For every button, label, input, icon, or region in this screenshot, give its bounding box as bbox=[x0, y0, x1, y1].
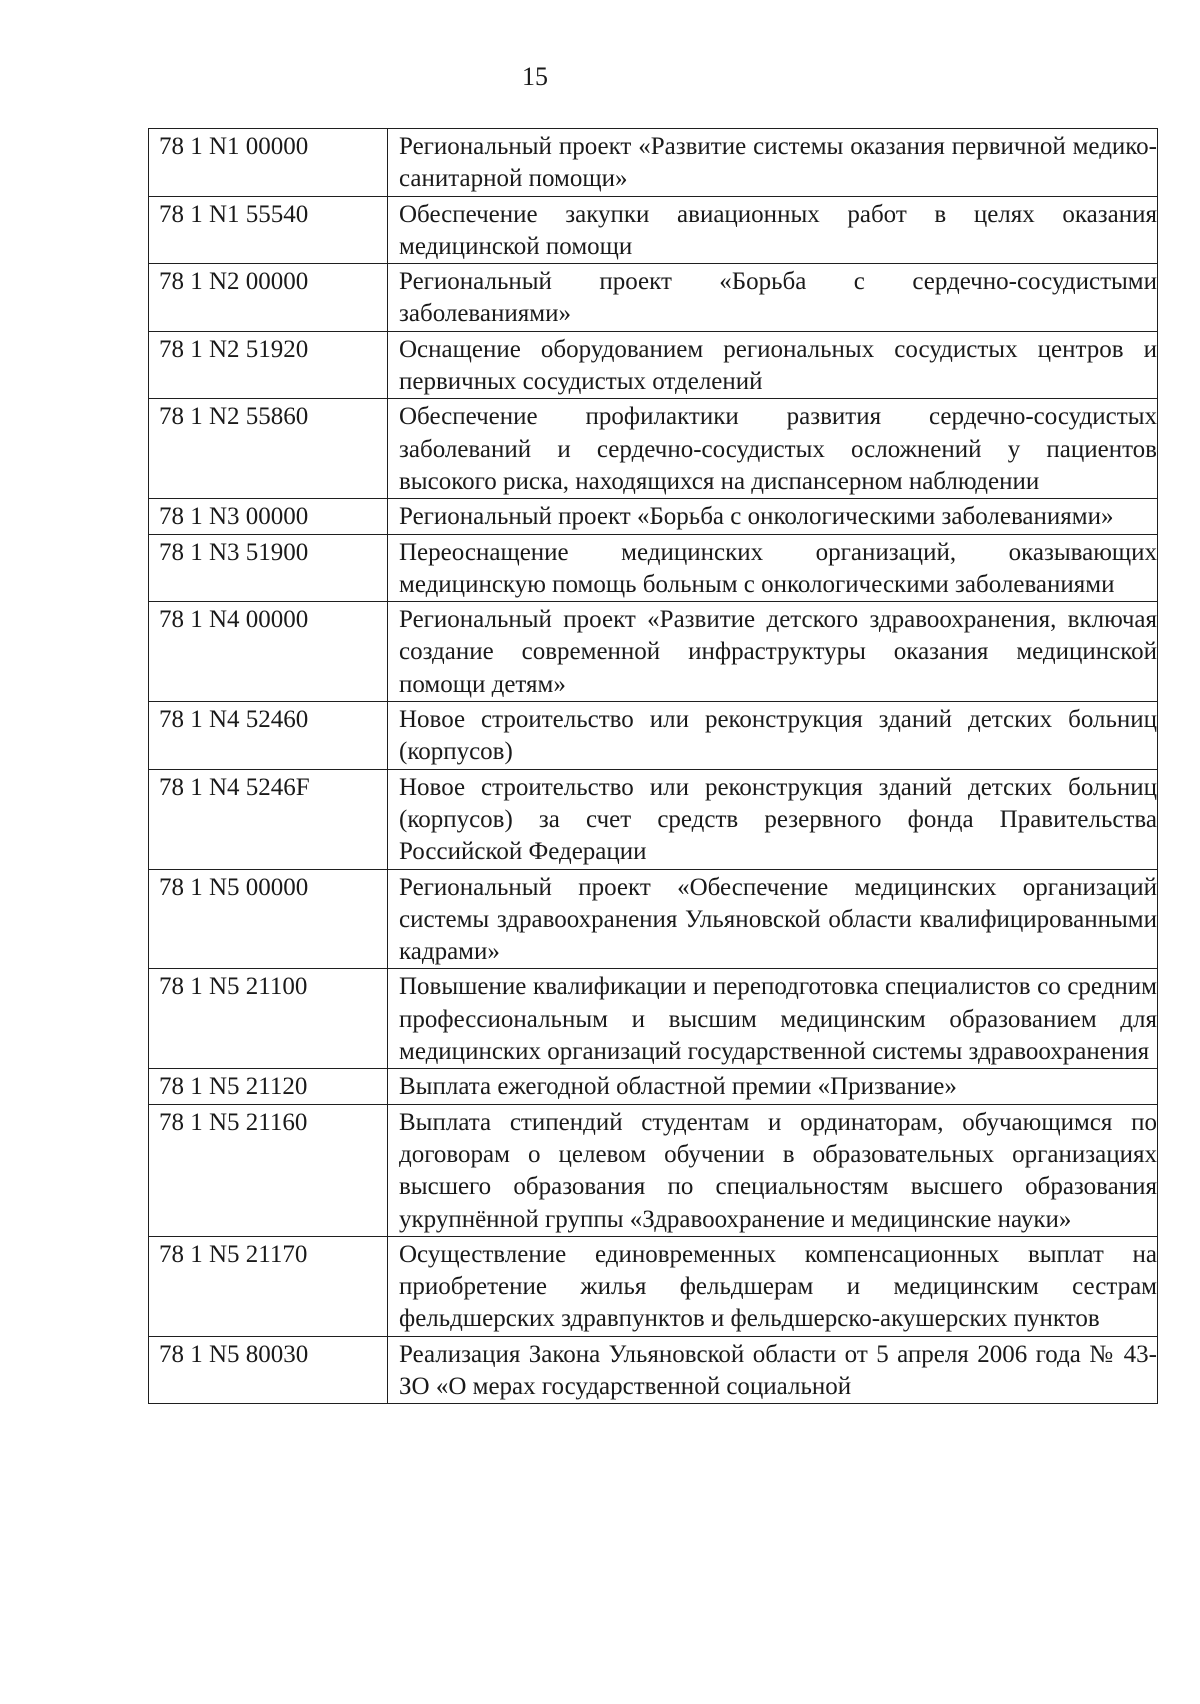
row-description bbox=[388, 399, 1158, 499]
row-code: 78 1 N4 52460 bbox=[149, 702, 388, 770]
table-row bbox=[149, 534, 1158, 602]
row-code: 78 1 N3 51900 bbox=[149, 534, 388, 602]
row-code: 78 1 N5 21170 bbox=[149, 1236, 388, 1336]
budget-codes-table bbox=[148, 128, 1158, 1404]
row-code: 78 1 N1 00000 bbox=[149, 129, 388, 197]
table-row bbox=[149, 769, 1158, 869]
table-row bbox=[149, 869, 1158, 969]
row-description bbox=[388, 1069, 1158, 1104]
row-description bbox=[388, 264, 1158, 332]
row-description bbox=[388, 196, 1158, 264]
table-row bbox=[149, 602, 1158, 702]
table-row bbox=[149, 969, 1158, 1069]
row-description-text: Переоснащение медицинских организаций, оказывающих медицинскую помощь больным с онкологическими заболеваниями bbox=[399, 538, 1157, 598]
row-description bbox=[388, 1104, 1158, 1236]
table-row bbox=[149, 196, 1158, 264]
table-row bbox=[149, 129, 1158, 197]
table-row bbox=[149, 1069, 1158, 1104]
row-code: 78 1 N2 55860 bbox=[149, 399, 388, 499]
row-code: 78 1 N1 55540 bbox=[149, 196, 388, 264]
row-description bbox=[388, 534, 1158, 602]
row-description-text: Новое строительство или реконструкция зданий детских больниц (корпусов) за счет средств резервного фонда Правительства Российской Федерации bbox=[399, 773, 1157, 866]
row-description-text: Выплата стипендий студентам и ординаторам, обучающимся по договорам о целевом обучении в образовательных организациях высшего образования по специальностям высшего образования укрупнённой группы «Здравоохранение и медицинские науки» bbox=[399, 1108, 1157, 1233]
table-row bbox=[149, 331, 1158, 399]
row-description bbox=[388, 702, 1158, 770]
row-description bbox=[388, 499, 1158, 534]
table-row bbox=[149, 1236, 1158, 1336]
table-row bbox=[149, 264, 1158, 332]
row-description-text: Региональный проект «Борьба с онкологическими заболеваниями» bbox=[399, 503, 1114, 531]
page-number: 15 bbox=[522, 62, 548, 91]
row-description-text: Региональный проект «Обеспечение медицинских организаций системы здравоохранения Ульяновской области квалифицированными кадрами» bbox=[399, 873, 1157, 966]
row-code: 78 1 N2 51920 bbox=[149, 331, 388, 399]
row-description bbox=[388, 1236, 1158, 1336]
row-description-text: Региональный проект «Развитие детского здравоохранения, включая создание современной инфраструктуры оказания медицинской помощи детям» bbox=[399, 606, 1157, 698]
row-description bbox=[388, 331, 1158, 399]
row-code: 78 1 N5 80030 bbox=[149, 1336, 388, 1404]
row-code: 78 1 N5 00000 bbox=[149, 869, 388, 969]
row-description bbox=[388, 769, 1158, 869]
row-code: 78 1 N5 21120 bbox=[149, 1069, 388, 1104]
row-code: 78 1 N4 5246F bbox=[149, 769, 388, 869]
row-description-text: Осуществление единовременных компенсационных выплат на приобретение жилья фельдшерам и медицинским сестрам фельдшерских здравпунктов и фельдшерско-акушерских пунктов bbox=[399, 1240, 1157, 1333]
row-description-text: Выплата ежегодной областной премии «Призвание» bbox=[399, 1073, 957, 1101]
row-description-text: Реализация Закона Ульяновской области от 5 апреля 2006 года № 43-ЗО «О мерах государственной социальной bbox=[399, 1340, 1157, 1400]
row-code: 78 1 N2 00000 bbox=[149, 264, 388, 332]
table-row bbox=[149, 399, 1158, 499]
table-row bbox=[149, 499, 1158, 534]
table-row bbox=[149, 1104, 1158, 1236]
table-row bbox=[149, 702, 1158, 770]
row-description bbox=[388, 602, 1158, 702]
row-code: 78 1 N4 00000 bbox=[149, 602, 388, 702]
row-description bbox=[388, 129, 1158, 197]
row-description-text: Обеспечение профилактики развития сердечно-сосудистых заболеваний и сердечно-сосудистых осложнений у пациентов высокого риска, находящихся на диспансерном наблюдении bbox=[399, 403, 1157, 495]
row-description bbox=[388, 969, 1158, 1069]
row-description-text: Оснащение оборудованием региональных сосудистых центров и первичных сосудистых отделений bbox=[399, 335, 1157, 396]
row-description-text: Обеспечение закупки авиационных работ в целях оказания медицинской помощи bbox=[399, 200, 1157, 260]
row-code: 78 1 N5 21160 bbox=[149, 1104, 388, 1236]
row-description-text: Региональный проект «Развитие системы оказания первичной медико-санитарной помощи» bbox=[399, 133, 1157, 193]
row-description-text: Региональный проект «Борьба с сердечно-сосудистыми заболеваниями» bbox=[399, 268, 1157, 328]
row-description-text: Повышение квалификации и переподготовка специалистов со средним профессиональным и высшим медицинским образованием для медицинских организаций государственной системы здравоохранения bbox=[399, 973, 1157, 1066]
table-body bbox=[149, 129, 1158, 1404]
table-row bbox=[149, 1336, 1158, 1404]
row-description-text: Новое строительство или реконструкция зданий детских больниц (корпусов) bbox=[399, 706, 1157, 766]
row-description bbox=[388, 869, 1158, 969]
row-code: 78 1 N3 00000 bbox=[149, 499, 388, 534]
row-code: 78 1 N5 21100 bbox=[149, 969, 388, 1069]
row-description bbox=[388, 1336, 1158, 1404]
